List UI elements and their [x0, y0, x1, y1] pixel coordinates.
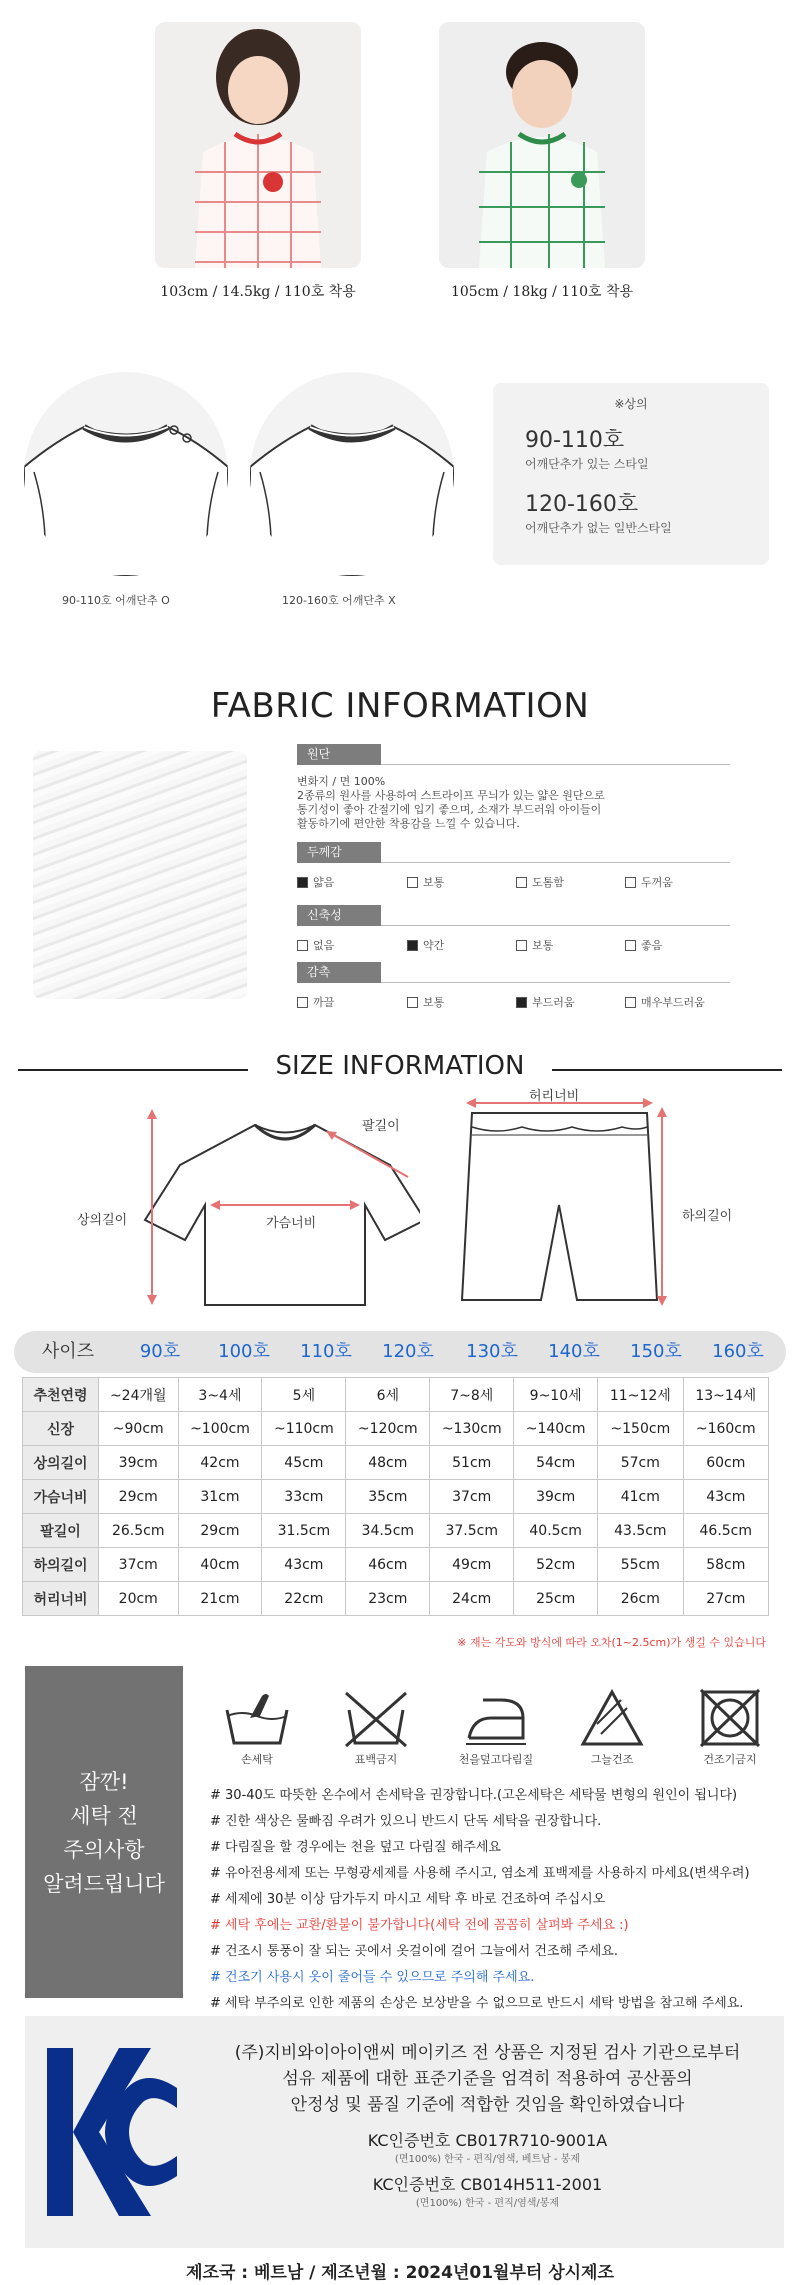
laundry-warning: # 세탁 후에는 교환/환불이 불가합니다(세탁 전에 꼼꼼히 살펴봐 주세요 :): [210, 1918, 629, 1933]
laundry-notice-line: 알려드립니다: [43, 1872, 165, 1896]
row-header: 상의길이: [23, 1446, 99, 1480]
top-measure-diagram: [140, 1105, 420, 1315]
table-cell: ~110cm: [262, 1412, 346, 1446]
table-cell: ~90cm: [99, 1412, 179, 1446]
option-label: 좋음: [641, 939, 663, 952]
row-header: 하의길이: [23, 1548, 99, 1582]
table-cell: 43cm: [262, 1548, 346, 1582]
laundry-instruction: # 30-40도 따뜻한 온수에서 손세탁을 권장합니다.(고온세탁은 세탁물 변형의 원인이 됩니다): [210, 1788, 738, 1803]
checkbox-icon: [516, 877, 527, 888]
table-cell: ~160cm: [683, 1412, 768, 1446]
sleeve-label: 팔길이: [362, 1119, 400, 1134]
table-cell: ~130cm: [430, 1412, 514, 1446]
table-cell: 39cm: [99, 1446, 179, 1480]
kc-statement: (주)지비와이아이앤씨 메이키즈 전 상품은 지정된 검사 기관으로부터: [234, 2043, 741, 2063]
shoulder-button-illustration: [24, 372, 228, 576]
kc-cert-number: KC인증번호 CB017R710-9001A: [367, 2131, 608, 2150]
table-cell: 33cm: [262, 1480, 346, 1514]
table-cell: ~24개월: [99, 1378, 179, 1412]
touch-option: [625, 994, 705, 1010]
touch-option: [297, 994, 334, 1010]
table-cell: 11~12세: [598, 1378, 683, 1412]
divider: [552, 1069, 782, 1071]
table-cell: 29cm: [99, 1480, 179, 1514]
table-cell: 60cm: [683, 1446, 768, 1480]
checkbox-icon: [516, 997, 527, 1008]
size-column: 140호: [548, 1341, 600, 1362]
top-note: ※상의: [614, 397, 648, 411]
laundry-instruction: # 진한 색상은 물빠짐 우려가 있으니 반드시 단독 세탁을 권장합니다.: [210, 1814, 602, 1829]
table-cell: 48cm: [346, 1446, 430, 1480]
table-cell: 37cm: [430, 1480, 514, 1514]
checkbox-icon: [625, 940, 636, 951]
table-cell: ~100cm: [178, 1412, 262, 1446]
divider: [381, 764, 730, 765]
shade-dry-icon: [577, 1688, 647, 1748]
table-cell: 43cm: [683, 1480, 768, 1514]
table-cell: 21cm: [178, 1582, 262, 1616]
fabric-info-title: FABRIC INFORMATION: [210, 686, 590, 726]
table-cell: 54cm: [514, 1446, 598, 1480]
table-cell: 37cm: [99, 1548, 179, 1582]
no-tumble-dry-label: 건조기금지: [703, 1753, 757, 1766]
checkbox-icon: [407, 940, 418, 951]
girl-model-photo: [155, 22, 361, 268]
stretch-option: [297, 937, 334, 953]
divider: [381, 925, 730, 926]
fabric-desc-line: 활동하기에 편안한 착용감을 느낄 수 있습니다.: [297, 817, 520, 830]
checkbox-icon: [297, 940, 308, 951]
size-range-a-desc: 어깨단추가 있는 스타일: [525, 457, 649, 471]
checkbox-icon: [625, 997, 636, 1008]
stretch-tag: 신축성: [297, 905, 381, 926]
shade-dry-label: 그늘건조: [590, 1753, 634, 1766]
row-header: 팔길이: [23, 1514, 99, 1548]
option-label: 약간: [423, 939, 445, 952]
table-cell: 58cm: [683, 1548, 768, 1582]
table-cell: 57cm: [598, 1446, 683, 1480]
size-range-a: 90-110호: [525, 428, 625, 453]
size-range-b: 120-160호: [525, 492, 639, 517]
row-header: 허리너비: [23, 1582, 99, 1616]
table-cell: 40.5cm: [514, 1514, 598, 1548]
table-cell: 41cm: [598, 1480, 683, 1514]
option-label: 도톰함: [532, 876, 564, 889]
kc-statement: 안정성 및 품질 기준에 적합한 것임을 확인하였습니다: [290, 2095, 685, 2115]
table-cell: 27cm: [683, 1582, 768, 1616]
thickness-option: [297, 874, 334, 890]
table-cell: 22cm: [262, 1582, 346, 1616]
table-cell: ~150cm: [598, 1412, 683, 1446]
table-cell: 20cm: [99, 1582, 179, 1616]
table-cell: 45cm: [262, 1446, 346, 1480]
table-cell: 37.5cm: [430, 1514, 514, 1548]
checkbox-icon: [625, 877, 636, 888]
option-label: 얇음: [313, 876, 335, 889]
thickness-option: [407, 874, 444, 890]
table-cell: 49cm: [430, 1548, 514, 1582]
table-cell: 46cm: [346, 1548, 430, 1582]
table-cell: 31.5cm: [262, 1514, 346, 1548]
table-cell: 29cm: [178, 1514, 262, 1548]
shoulder-caption-with-button: 90-110호 어깨단추 O: [62, 594, 170, 607]
size-column: 90호: [139, 1341, 181, 1362]
girl-model-caption: 103cm / 14.5kg / 110호 착용: [160, 284, 356, 300]
table-cell: 25cm: [514, 1582, 598, 1616]
no-bleach-icon: [341, 1688, 411, 1748]
fabric-description: [297, 775, 737, 831]
table-cell: 40cm: [178, 1548, 262, 1582]
table-cell: 51cm: [430, 1446, 514, 1480]
option-label: 보통: [423, 876, 445, 889]
laundry-caution: # 건조기 사용시 옷이 줄어들 수 있으므로 주의해 주세요.: [210, 1970, 535, 1985]
laundry-instruction: # 세제에 30분 이상 담가두지 마시고 세탁 후 바로 건조하여 주십시오: [210, 1892, 606, 1907]
hand-wash-icon: [222, 1688, 292, 1748]
table-row: [23, 1582, 769, 1616]
checkbox-icon: [297, 997, 308, 1008]
table-cell: 42cm: [178, 1446, 262, 1480]
thickness-option: [516, 874, 564, 890]
size-info-title: SIZE INFORMATION: [275, 1051, 525, 1081]
table-cell: 46.5cm: [683, 1514, 768, 1548]
row-header: 가슴너비: [23, 1480, 99, 1514]
kc-cert-number: KC인증번호 CB014H511-2001: [372, 2175, 603, 2194]
laundry-notice-line: 주의사항: [63, 1838, 145, 1862]
table-cell: 23cm: [346, 1582, 430, 1616]
table-row: [23, 1480, 769, 1514]
stretch-option: [625, 937, 662, 953]
kc-logo: [47, 2048, 179, 2216]
option-label: 매우부드러움: [641, 996, 705, 1009]
laundry-notice-line: 세탁 전: [70, 1804, 138, 1828]
table-cell: 3~4세: [178, 1378, 262, 1412]
table-cell: 52cm: [514, 1548, 598, 1582]
table-row: [23, 1548, 769, 1582]
table-row: [23, 1412, 769, 1446]
table-cell: 35cm: [346, 1480, 430, 1514]
checkbox-icon: [297, 877, 308, 888]
option-label: 부드러움: [532, 996, 575, 1009]
checkbox-icon: [407, 877, 418, 888]
row-header: 신장: [23, 1412, 99, 1446]
option-label: 보통: [423, 996, 445, 1009]
row-header: 추천연령: [23, 1378, 99, 1412]
fabric-desc-line: 변화지 / 면 100%: [297, 775, 386, 788]
table-cell: 26cm: [598, 1582, 683, 1616]
table-cell: 55cm: [598, 1548, 683, 1582]
chest-label: 가슴너비: [266, 1216, 317, 1231]
kc-cert-detail: (면100%) 한국 - 편직/염색/봉제: [415, 2198, 560, 2209]
table-cell: 43.5cm: [598, 1514, 683, 1548]
touch-option: [516, 994, 575, 1010]
table-cell: 6세: [346, 1378, 430, 1412]
laundry-notice-line: 잠깐!: [79, 1770, 129, 1794]
option-label: 두꺼움: [641, 876, 673, 889]
boy-model-photo: [439, 22, 645, 268]
iron-with-cloth-icon: [461, 1688, 531, 1748]
measure-note: ※ 재는 각도와 방식에 따라 오차(1~2.5cm)가 생길 수 있습니다: [457, 1636, 766, 1649]
fabric-desc-line: 2종류의 원사를 사용하여 스트라이프 무늬가 있는 얇은 원단으로: [297, 789, 605, 802]
waist-label: 허리너비: [529, 1089, 580, 1104]
laundry-instruction: # 세탁 부주의로 인한 제품의 손상은 보상받을 수 없으므로 반드시 세탁 방법을 참고해 주세요.: [210, 1996, 744, 2011]
divider: [381, 862, 730, 863]
laundry-instruction: # 다림질을 할 경우에는 천을 덮고 다림질 해주세요: [210, 1840, 501, 1855]
size-column: 110호: [300, 1341, 352, 1362]
table-cell: 26.5cm: [99, 1514, 179, 1548]
table-row: [23, 1446, 769, 1480]
size-column: 150호: [630, 1341, 682, 1362]
stretch-option: [516, 937, 553, 953]
kc-certification-box: [25, 2016, 784, 2248]
size-column: 100호: [218, 1341, 270, 1362]
thickness-tag: 두께감: [297, 842, 381, 863]
touch-option: [407, 994, 444, 1010]
table-cell: 7~8세: [430, 1378, 514, 1412]
top-length-label: 상의길이: [77, 1213, 128, 1228]
size-table-header: [14, 1331, 786, 1373]
no-shoulder-button-illustration: [250, 372, 454, 576]
checkbox-icon: [516, 940, 527, 951]
table-cell: 9~10세: [514, 1378, 598, 1412]
fabric-texture-photo: [33, 751, 247, 999]
checkbox-icon: [407, 997, 418, 1008]
shoulder-caption-no-button: 120-160호 어깨단추 X: [282, 594, 396, 607]
table-row: [23, 1378, 769, 1412]
size-header-label: 사이즈: [41, 1341, 95, 1362]
bottom-measure-diagram: [452, 1095, 672, 1310]
laundry-instruction: # 유아전용세제 또는 무형광세제를 사용해 주시고, 염소계 표백제를 사용하지 마세요(변색우려): [210, 1866, 750, 1881]
iron-with-cloth-label: 천을덮고다림질: [458, 1753, 534, 1766]
size-table: [22, 1377, 769, 1616]
table-cell: 34.5cm: [346, 1514, 430, 1548]
laundry-instruction: # 건조시 통풍이 잘 되는 곳에서 옷걸이에 걸어 그늘에서 건조해 주세요.: [210, 1944, 618, 1959]
shoulder-info-box: [493, 383, 769, 565]
table-cell: 31cm: [178, 1480, 262, 1514]
table-cell: 5세: [262, 1378, 346, 1412]
table-cell: ~140cm: [514, 1412, 598, 1446]
hand-wash-label: 손세탁: [241, 1753, 273, 1766]
boy-model-caption: 105cm / 18kg / 110호 착용: [450, 284, 634, 300]
option-label: 보통: [532, 939, 554, 952]
kc-statement: 섬유 제품에 대한 표준기준을 엄격히 적용하여 공산품의: [282, 2069, 693, 2089]
option-label: 없음: [313, 939, 335, 952]
stretch-option: [407, 937, 444, 953]
laundry-notice-panel: [25, 1666, 183, 1998]
divider: [381, 982, 730, 983]
table-cell: ~120cm: [346, 1412, 430, 1446]
kc-cert-detail: (면100%) 한국 - 편직/염색, 베트남 - 봉제: [394, 2154, 581, 2165]
fabric-desc-line: 통기성이 좋아 간절기에 입기 좋으며, 소재가 부드러워 아이들이: [297, 803, 602, 816]
fabric-tag: 원단: [297, 744, 381, 765]
origin-manufacture-date: 제조국 : 베트남 / 제조년월 : 2024년01월부터 상시제조: [186, 2263, 614, 2283]
table-row: [23, 1514, 769, 1548]
no-bleach-label: 표백금지: [354, 1753, 398, 1766]
bottom-length-label: 하의길이: [682, 1209, 733, 1224]
thickness-option: [625, 874, 673, 890]
size-range-b-desc: 어깨단추가 없는 일반스타일: [525, 521, 672, 535]
table-cell: 13~14세: [683, 1378, 768, 1412]
option-label: 까끌: [313, 996, 335, 1009]
boy-model-illustration: [439, 22, 645, 268]
size-column: 130호: [466, 1341, 518, 1362]
table-cell: 39cm: [514, 1480, 598, 1514]
table-cell: 24cm: [430, 1582, 514, 1616]
size-column: 160호: [712, 1341, 764, 1362]
touch-tag: 감촉: [297, 962, 381, 983]
size-column: 120호: [382, 1341, 434, 1362]
girl-model-illustration: [155, 22, 361, 268]
no-tumble-dry-icon: [695, 1688, 765, 1748]
